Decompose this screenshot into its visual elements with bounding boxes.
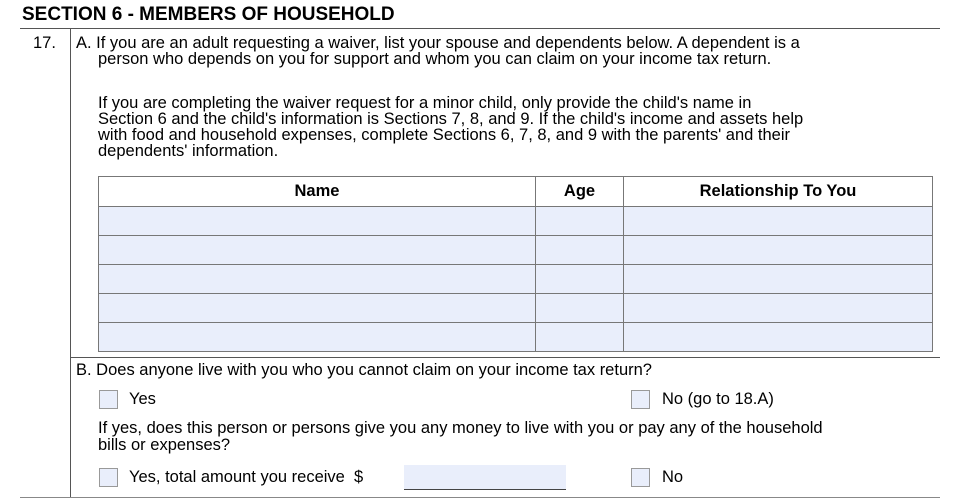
relationship-field[interactable] [624,294,933,323]
header-relationship: Relationship To You [624,177,933,207]
age-field[interactable] [536,323,624,352]
yes-amount-checkbox[interactable] [99,468,118,487]
relationship-field[interactable] [624,236,933,265]
part-a-line2: person who depends on you for support and whom you can claim on your income tax return. [98,50,772,68]
table-row [99,207,933,236]
no2-label: No [662,468,684,486]
part-a-line1: A. If you are an adult requesting a waiver, list your spouse and dependents below. A dependent is a [76,34,800,52]
top-divider [20,28,940,29]
yes-amount-label: Yes, total amount you receive $ [129,468,364,486]
header-age: Age [536,177,624,207]
part-b-divider [70,357,940,358]
name-field[interactable] [99,265,536,294]
no-checkbox[interactable] [631,390,650,409]
part-b-question2-line1: If yes, does this person or persons give you any money to live with you or pay any of the household [98,419,823,437]
table-row [99,294,933,323]
yes-label: Yes [129,390,156,408]
bottom-divider [20,497,940,498]
no2-checkbox[interactable] [631,468,650,487]
relationship-field[interactable] [624,323,933,352]
table-row [99,265,933,294]
yes-checkbox[interactable] [99,390,118,409]
section-title: SECTION 6 - MEMBERS OF HOUSEHOLD [22,4,395,25]
part-b-question2-line2: bills or expenses? [98,436,231,454]
name-field[interactable] [99,323,536,352]
age-field[interactable] [536,265,624,294]
amount-input[interactable] [404,465,566,490]
dependents-table [98,176,933,352]
age-field[interactable] [536,207,624,236]
part-a-para2-line2: Section 6 and the child's information is Sections 7, 8, and 9. If the child's income and assets help [98,110,804,128]
header-name: Name [99,177,536,207]
relationship-field[interactable] [624,265,933,294]
relationship-field[interactable] [624,207,933,236]
item-divider [70,28,71,498]
part-a-para2-line1: If you are completing the waiver request for a minor child, only provide the child's name in [98,94,752,112]
name-field[interactable] [99,294,536,323]
no-label: No (go to 18.A) [662,390,774,408]
part-b-question1: B. Does anyone live with you who you cannot claim on your income tax return? [76,361,652,379]
part-a-para2-line3: with food and household expenses, complete Sections 6, 7, 8, and 9 with the parents' and their [98,126,791,144]
table-header-row [99,177,933,207]
name-field[interactable] [99,207,536,236]
name-field[interactable] [99,236,536,265]
part-a-para2-line4: dependents' information. [98,142,279,160]
age-field[interactable] [536,294,624,323]
item-number: 17. [33,34,56,52]
table-row [99,236,933,265]
age-field[interactable] [536,236,624,265]
table-row [99,323,933,352]
